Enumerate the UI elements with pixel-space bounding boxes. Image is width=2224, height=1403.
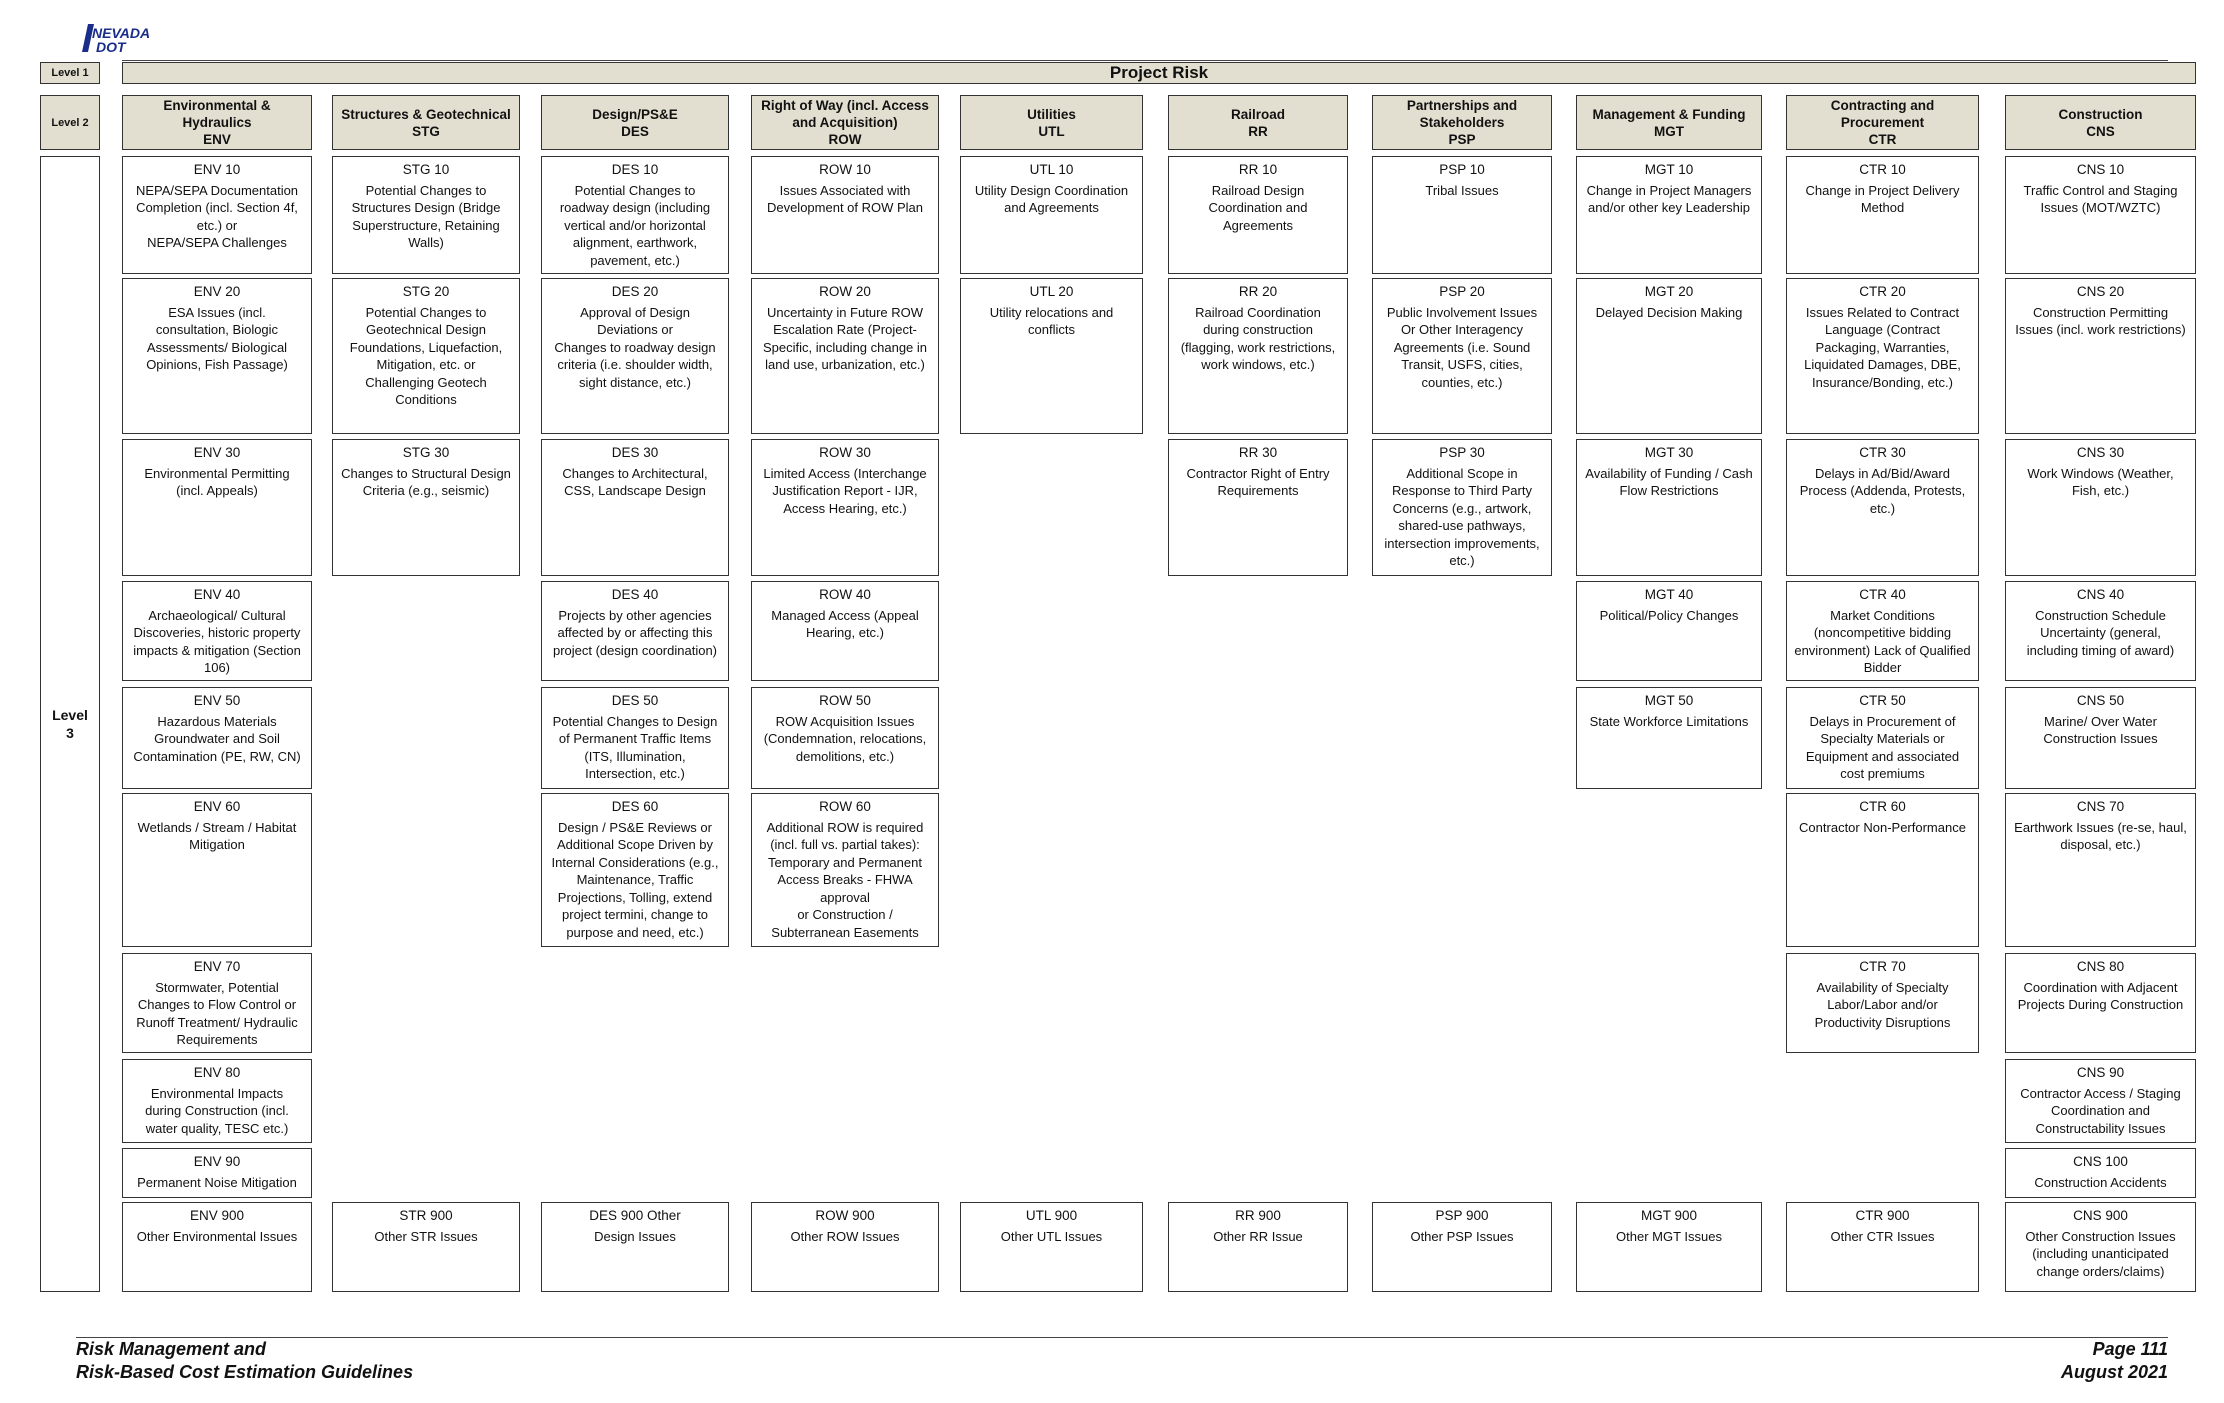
risk-code: DES 30 (611, 445, 659, 460)
risk-cell-ctr-10 (1786, 156, 1979, 274)
risk-code: DES 900 Other (589, 1208, 681, 1223)
risk-cell-ctr-30 (1786, 439, 1979, 576)
category-code: RR (1248, 123, 1268, 139)
risk-description: Additional Scope in Response to Third Party Concerns (e.g., artwork, shared-use pathways, intersection improvements, etc.) (1384, 465, 1540, 568)
footer-left (76, 1338, 413, 1384)
risk-cell-cns-10 (2005, 156, 2196, 274)
category-code: UTL (1038, 123, 1065, 139)
risk-code: UTL 900 (1025, 1208, 1078, 1223)
level3-label (40, 156, 100, 1292)
risk-code: UTL 10 (1029, 162, 1074, 177)
category-title: Utilities (1027, 106, 1076, 122)
risk-cell-row-40 (751, 581, 939, 681)
risk-code: DES 10 (611, 162, 659, 177)
risk-cell-row-10 (751, 156, 939, 274)
risk-description: Other PSP Issues (1410, 1228, 1514, 1244)
risk-cell-env-50 (122, 687, 312, 789)
level1-label: Level 1 (40, 62, 100, 84)
risk-description: Changes to Architectural, CSS, Landscape Design (562, 465, 708, 498)
risk-code: ROW 900 (815, 1208, 875, 1223)
risk-code: MGT 30 (1644, 445, 1694, 460)
risk-cell-cns-80 (2005, 953, 2196, 1053)
risk-description: Stormwater, Potential Changes to Flow Control or Runoff Treatment/ Hydraulic Requirements (136, 979, 298, 1047)
risk-description: Traffic Control and Staging Issues (MOT/WZTC) (2023, 182, 2178, 215)
risk-cell-psp-900 (1372, 1202, 1552, 1292)
risk-cell-cns-90 (2005, 1059, 2196, 1143)
footer-date: August 2021 (2060, 1362, 2168, 1382)
category-title: Construction (2058, 106, 2143, 122)
risk-cell-utl-10 (960, 156, 1143, 274)
risk-description: Utility Design Coordination and Agreements (974, 182, 1129, 215)
risk-code: RR 30 (1238, 445, 1278, 460)
risk-description: Potential Changes to Design of Permanent Traffic Items (ITS, Illumination, Intersection, etc.) (552, 713, 718, 781)
category-title: Design/PS&E (592, 106, 678, 122)
risk-cell-env-900 (122, 1202, 312, 1292)
risk-description: Other Construction Issues (including unanticipated change orders/claims) (2025, 1228, 2176, 1279)
risk-description: Availability of Specialty Labor/Labor and/or Productivity Disruptions (1814, 979, 1951, 1030)
risk-cell-env-90 (122, 1148, 312, 1198)
risk-description: State Workforce Limitations (1589, 713, 1749, 729)
risk-cell-cns-900 (2005, 1202, 2196, 1292)
risk-description: ESA Issues (incl. consultation, Biologic Assessments/ Biological Opinions, Fish Passage) (146, 304, 288, 372)
risk-code: CTR 20 (1859, 284, 1906, 299)
risk-code: DES 40 (611, 587, 659, 602)
logo-line2: DOT (96, 39, 126, 55)
risk-code: STG 10 (402, 162, 450, 177)
risk-cell-env-60 (122, 793, 312, 947)
risk-cell-cns-40 (2005, 581, 2196, 681)
top-rule (122, 60, 2168, 61)
risk-cell-ctr-900 (1786, 1202, 1979, 1292)
risk-description: Limited Access (Interchange Justification Report - IJR, Access Hearing, etc.) (763, 465, 927, 516)
category-header-psp (1372, 95, 1552, 150)
risk-code: CNS 50 (2076, 693, 2125, 708)
risk-code: ENV 40 (193, 587, 241, 602)
risk-description: Railroad Design Coordination and Agreements (1208, 182, 1308, 233)
risk-code: ENV 70 (193, 959, 241, 974)
risk-cell-utl-20 (960, 278, 1143, 434)
risk-cell-cns-70 (2005, 793, 2196, 947)
risk-cell-des-20 (541, 278, 729, 434)
risk-code: ENV 80 (193, 1065, 241, 1080)
category-header-rr (1168, 95, 1348, 150)
risk-cell-ctr-70 (1786, 953, 1979, 1053)
risk-description: Permanent Noise Mitigation (137, 1174, 297, 1190)
risk-cell-cns-50 (2005, 687, 2196, 789)
risk-code: ENV 50 (193, 693, 241, 708)
risk-description: Issues Associated with Development of ROW Plan (766, 182, 924, 215)
risk-description: Hazardous Materials Groundwater and Soil Contamination (PE, RW, CN) (133, 713, 301, 764)
footer-right (2061, 1338, 2168, 1384)
risk-description: Projects by other agencies affected by or affecting this project (design coordination) (552, 607, 718, 658)
risk-cell-env-20 (122, 278, 312, 434)
project-risk-header: Project Risk (122, 62, 2196, 84)
risk-cell-row-30 (751, 439, 939, 576)
risk-cell-ctr-40 (1786, 581, 1979, 681)
risk-code: DES 50 (611, 693, 659, 708)
risk-cell-mgt-900 (1576, 1202, 1762, 1292)
risk-code: CNS 10 (2076, 162, 2125, 177)
category-title: Management & Funding (1592, 106, 1746, 122)
risk-description: Other CTR Issues (1830, 1228, 1935, 1244)
risk-code: RR 20 (1238, 284, 1278, 299)
category-header-stg (332, 95, 520, 150)
risk-cell-mgt-40 (1576, 581, 1762, 681)
risk-description: Issues Related to Contract Language (Contract Packaging, Warranties, Liquidated Damages, DBE, Insurance/Bonding, etc.) (1804, 304, 1961, 390)
risk-code: ROW 20 (819, 284, 871, 299)
risk-code: ROW 50 (819, 693, 871, 708)
risk-cell-des-30 (541, 439, 729, 576)
risk-cell-str-900 (332, 1202, 520, 1292)
risk-code: PSP 20 (1439, 284, 1485, 299)
risk-code: ENV 900 (189, 1208, 245, 1223)
risk-code: ROW 40 (819, 587, 871, 602)
risk-cell-psp-30 (1372, 439, 1552, 576)
risk-cell-rr-10 (1168, 156, 1348, 274)
risk-code: RR 10 (1238, 162, 1278, 177)
risk-description: Public Involvement Issues Or Other Interagency Agreements (i.e. Sound Transit, USFS, cities, counties, etc.) (1386, 304, 1538, 390)
risk-cell-env-70 (122, 953, 312, 1053)
risk-code: DES 60 (611, 799, 659, 814)
risk-code: CNS 90 (2076, 1065, 2125, 1080)
logo-line1: NEVADA (92, 25, 151, 41)
risk-cell-env-80 (122, 1059, 312, 1143)
nevada-dot-logo (78, 18, 168, 60)
risk-cell-mgt-10 (1576, 156, 1762, 274)
risk-cell-mgt-30 (1576, 439, 1762, 576)
category-title: Structures & Geotechnical (341, 106, 511, 122)
risk-description: Wetlands / Stream / Habitat Mitigation (137, 819, 297, 852)
risk-description: Earthwork Issues (re-se, haul, disposal, etc.) (2014, 819, 2187, 852)
category-title: Contracting and Procurement (1830, 98, 1935, 130)
risk-code: ROW 10 (819, 162, 871, 177)
category-title: Railroad (1230, 106, 1285, 122)
level3-label-line2: 3 (66, 725, 74, 741)
category-code: STG (412, 123, 440, 139)
risk-code: PSP 10 (1439, 162, 1485, 177)
risk-cell-des-60 (541, 793, 729, 947)
risk-code: UTL 20 (1029, 284, 1074, 299)
risk-code: ENV 30 (193, 445, 241, 460)
risk-description: Change in Project Delivery Method (1805, 182, 1960, 215)
risk-code: STG 20 (402, 284, 450, 299)
risk-cell-rr-30 (1168, 439, 1348, 576)
risk-code: STR 900 (399, 1208, 453, 1223)
risk-description: NEPA/SEPA Documentation Completion (incl. Section 4f, etc.) or NEPA/SEPA Challenges (135, 182, 299, 250)
risk-description: Uncertainty in Future ROW Escalation Rate (Project- Specific, including change in land use, urbanization, etc.) (762, 304, 928, 372)
risk-code: ENV 90 (193, 1154, 241, 1169)
risk-code: MGT 900 (1640, 1208, 1698, 1223)
risk-description: Market Conditions (noncompetitive bidding environment) Lack of Qualified Bidder (1794, 607, 1971, 675)
risk-code: CNS 900 (2073, 1208, 2128, 1223)
risk-code: MGT 40 (1644, 587, 1694, 602)
risk-code: STG 30 (402, 445, 450, 460)
category-code: PSP (1448, 132, 1476, 147)
risk-cell-mgt-50 (1576, 687, 1762, 789)
risk-description: Construction Schedule Uncertainty (general, including timing of award) (2026, 607, 2175, 658)
risk-description: Contractor Right of Entry Requirements (1186, 465, 1330, 498)
risk-description: Work Windows (Weather, Fish, etc.) (2027, 465, 2174, 498)
category-header-row (751, 95, 939, 150)
risk-description: Railroad Coordination during construction (flagging, work restrictions, work windows, etc.) (1180, 304, 1336, 372)
risk-cell-row-900 (751, 1202, 939, 1292)
footer-page-number: Page 111 (2092, 1339, 2168, 1359)
risk-cell-row-50 (751, 687, 939, 789)
risk-description: Delayed Decision Making (1595, 304, 1743, 320)
risk-description: Political/Policy Changes (1599, 607, 1739, 623)
risk-description: Tribal Issues (1425, 182, 1499, 198)
risk-description: Change in Project Managers and/or other key Leadership (1586, 182, 1752, 215)
risk-description: Changes to Structural Design Criteria (e.g., seismic) (341, 465, 511, 498)
risk-description: ROW Acquisition Issues (Condemnation, relocations, demolitions, etc.) (763, 713, 927, 764)
risk-cell-rr-20 (1168, 278, 1348, 434)
risk-cell-env-30 (122, 439, 312, 576)
risk-code: CNS 40 (2076, 587, 2125, 602)
risk-cell-stg-30 (332, 439, 520, 576)
risk-description: Potential Changes to roadway design (including vertical and/or horizontal alignment, earthwork, pavement, etc.) (559, 182, 711, 268)
risk-description: Availability of Funding / Cash Flow Restrictions (1585, 465, 1753, 498)
risk-code: PSP 30 (1439, 445, 1485, 460)
risk-code: CTR 30 (1859, 445, 1906, 460)
category-title: Environmental & Hydraulics (163, 98, 271, 130)
risk-description: Other STR Issues (374, 1228, 478, 1244)
risk-cell-env-10 (122, 156, 312, 274)
category-header-cns (2005, 95, 2196, 150)
risk-cell-psp-20 (1372, 278, 1552, 434)
risk-cell-mgt-20 (1576, 278, 1762, 434)
risk-cell-des-10 (541, 156, 729, 274)
category-header-des (541, 95, 729, 150)
risk-cell-cns-20 (2005, 278, 2196, 434)
risk-code: MGT 20 (1644, 284, 1694, 299)
risk-code: CNS 30 (2076, 445, 2125, 460)
category-title: Right of Way (incl. Access and Acquisition) (761, 98, 929, 130)
risk-description: Contractor Non-Performance (1799, 819, 1966, 835)
risk-description: Delays in Procurement of Specialty Materials or Equipment and associated cost premiums (1805, 713, 1960, 781)
risk-cell-des-900-other (541, 1202, 729, 1292)
risk-description: Construction Accidents (2034, 1174, 2167, 1190)
risk-description: Archaeological/ Cultural Discoveries, historic property impacts & mitigation (Section 106) (133, 607, 301, 675)
risk-cell-des-40 (541, 581, 729, 681)
category-code: DES (621, 123, 649, 139)
risk-description: Other Environmental Issues (136, 1228, 298, 1244)
category-code: MGT (1654, 123, 1684, 139)
risk-cell-row-60 (751, 793, 939, 947)
risk-code: CTR 60 (1859, 799, 1906, 814)
risk-cell-psp-10 (1372, 156, 1552, 274)
level2-label: Level 2 (40, 95, 100, 150)
risk-cell-utl-900 (960, 1202, 1143, 1292)
risk-code: CNS 80 (2076, 959, 2125, 974)
risk-code: CTR 10 (1859, 162, 1906, 177)
risk-description: Other MGT Issues (1616, 1228, 1722, 1244)
risk-code: ENV 20 (193, 284, 241, 299)
risk-code: CNS 70 (2076, 799, 2125, 814)
risk-code: ENV 60 (193, 799, 241, 814)
risk-description: Other RR Issue (1213, 1228, 1303, 1244)
risk-description: Design Issues (594, 1228, 676, 1244)
risk-code: CNS 100 (2073, 1154, 2128, 1169)
risk-code: DES 20 (611, 284, 659, 299)
category-title: Partnerships and Stakeholders (1406, 98, 1518, 130)
risk-cell-stg-20 (332, 278, 520, 434)
risk-cell-ctr-60 (1786, 793, 1979, 947)
risk-cell-env-40 (122, 581, 312, 681)
category-code: CTR (1868, 132, 1897, 147)
level3-label-line1: Level (52, 707, 88, 723)
risk-cell-ctr-20 (1786, 278, 1979, 434)
risk-cell-des-50 (541, 687, 729, 789)
risk-code: ROW 60 (819, 799, 871, 814)
category-header-utl (960, 95, 1143, 150)
risk-code: CTR 70 (1859, 959, 1906, 974)
category-code: ENV (203, 132, 231, 147)
risk-code: RR 900 (1235, 1208, 1281, 1223)
risk-cell-cns-100 (2005, 1148, 2196, 1198)
risk-description: Utility relocations and conflicts (989, 304, 1114, 337)
risk-code: ROW 30 (819, 445, 871, 460)
risk-cell-cns-30 (2005, 439, 2196, 576)
risk-description: Potential Changes to Structures Design (Bridge Superstructure, Retaining Walls) (351, 182, 501, 250)
footer-left-line1: Risk Management and (76, 1339, 267, 1359)
risk-cell-row-20 (751, 278, 939, 434)
category-code: ROW (828, 132, 862, 147)
risk-description: Delays in Ad/Bid/Award Process (Addenda, Protests, etc.) (1799, 465, 1966, 516)
risk-description: Other ROW Issues (790, 1228, 900, 1244)
risk-code: CNS 20 (2076, 284, 2125, 299)
footer-left-line2: Risk-Based Cost Estimation Guidelines (76, 1362, 414, 1382)
risk-code: CTR 50 (1859, 693, 1906, 708)
category-code: CNS (2086, 123, 2115, 139)
risk-code: CTR 40 (1859, 587, 1906, 602)
category-header-ctr (1786, 95, 1979, 150)
risk-description: Managed Access (Appeal Hearing, etc.) (771, 607, 919, 640)
risk-description: Other UTL Issues (1000, 1228, 1103, 1244)
risk-description: Environmental Permitting (incl. Appeals) (144, 465, 290, 498)
category-header-mgt (1576, 95, 1762, 150)
risk-code: PSP 900 (1435, 1208, 1489, 1223)
risk-description: Construction Permitting Issues (incl. work restrictions) (2015, 304, 2186, 337)
risk-code: MGT 50 (1644, 693, 1694, 708)
risk-cell-ctr-50 (1786, 687, 1979, 789)
category-header-env (122, 95, 312, 150)
risk-code: ENV 10 (193, 162, 241, 177)
risk-description: Coordination with Adjacent Projects During Construction (2017, 979, 2184, 1012)
risk-code: MGT 10 (1644, 162, 1694, 177)
risk-cell-rr-900 (1168, 1202, 1348, 1292)
risk-code: CTR 900 (1855, 1208, 1910, 1223)
risk-description: Additional ROW is required (incl. full vs. partial takes): Temporary and Permanent Access Breaks - FHWA approval or Construction / Subterranean Easements (766, 819, 924, 940)
risk-cell-stg-10 (332, 156, 520, 274)
risk-description: Approval of Design Deviations or Changes to roadway design criteria (i.e. shoulder width, sight distance, etc.) (554, 304, 716, 390)
risk-description: Design / PS&E Reviews or Additional Scope Driven by Internal Considerations (e.g., Maintenance, Traffic Projections, Tolling, extend project termini, change to purpose and need, etc.) (551, 819, 719, 940)
risk-description: Contractor Access / Staging Coordination and Constructability Issues (2020, 1085, 2181, 1136)
risk-description: Potential Changes to Geotechnical Design Foundations, Liquefaction, Mitigation, etc. or Challenging Geotech Conditions (349, 304, 503, 407)
risk-description: Marine/ Over Water Construction Issues (2043, 713, 2158, 746)
risk-description: Environmental Impacts during Construction (incl. water quality, TESC etc.) (145, 1085, 289, 1136)
